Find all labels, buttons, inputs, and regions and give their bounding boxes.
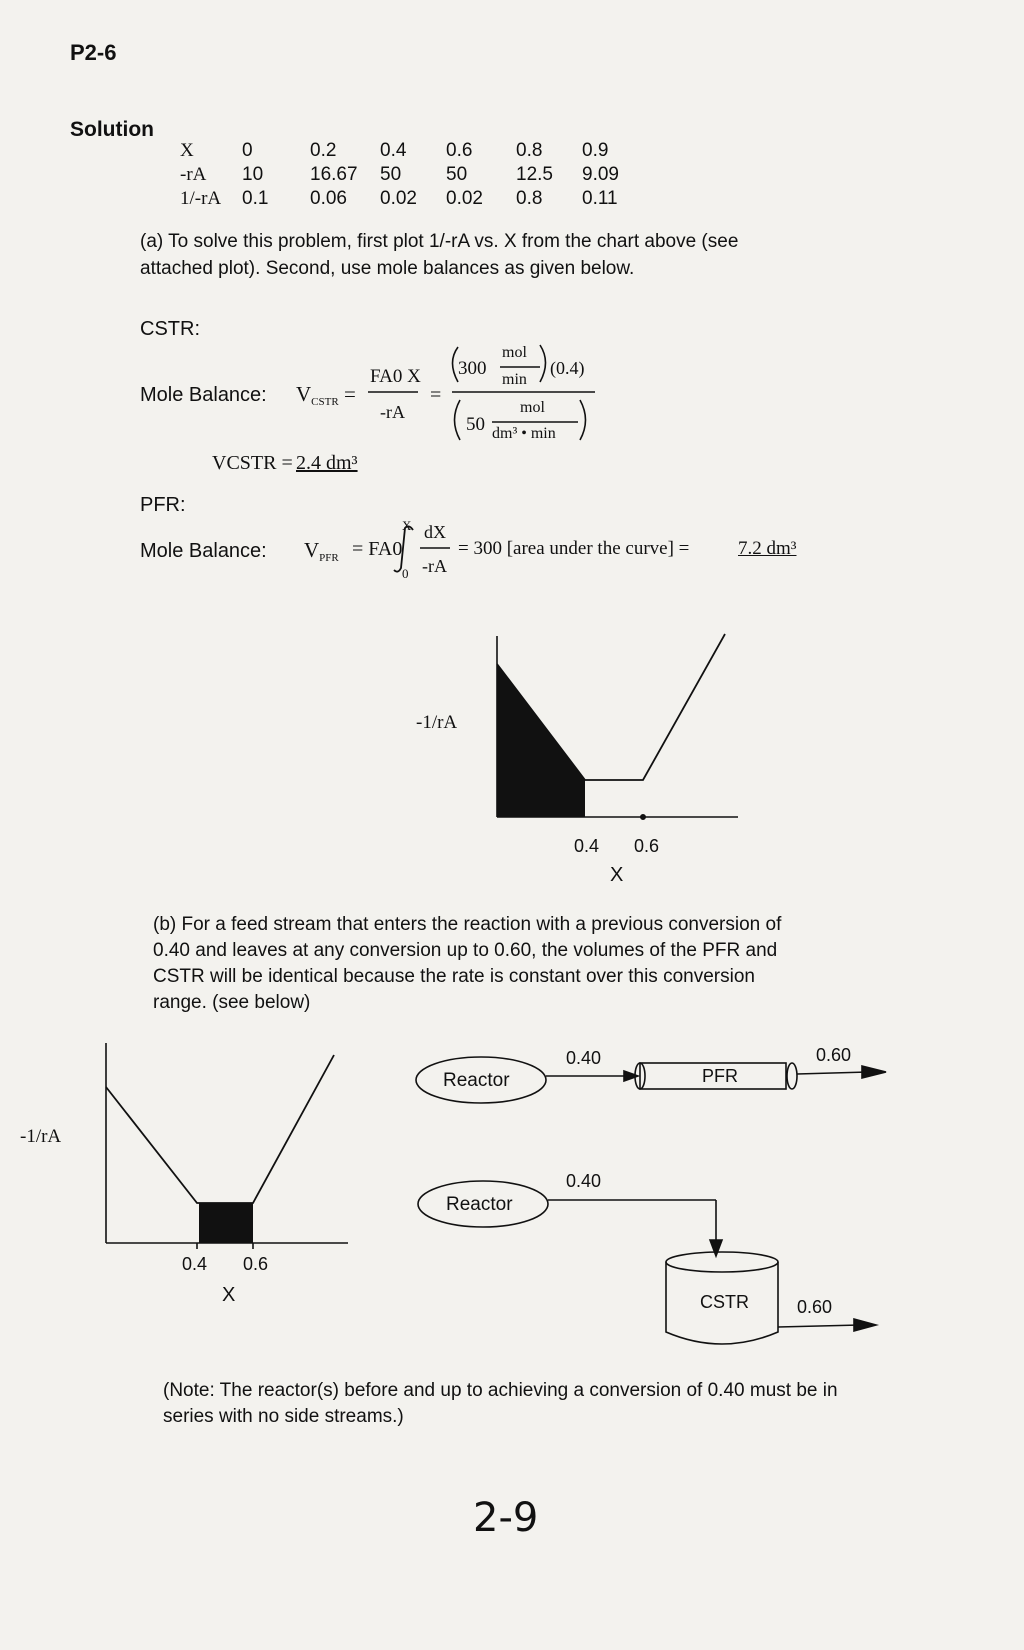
pfr-heading: PFR: xyxy=(140,494,186,516)
cstr-den-value: 50 xyxy=(466,414,485,435)
pfr-integrand-num: dX xyxy=(424,522,446,542)
cstr-paren-den-left xyxy=(455,400,461,440)
pfr-integral-upper: X xyxy=(402,518,412,533)
part-a-intro: (a) To solve this problem, first plot 1/-rA vs. X from the chart above (see attached plot). Second, use mole balances as given below. xyxy=(140,231,739,279)
table-cell: 50 xyxy=(446,164,468,185)
equals-sign: = xyxy=(430,384,442,406)
flow2-exit-line xyxy=(778,1325,860,1327)
flow2-reactor-label: Reactor xyxy=(446,1194,513,1215)
plot1-ylabel: -1/rA xyxy=(416,712,458,733)
flow1-reactor-ellipse xyxy=(416,1057,546,1103)
table-cell: 0.8 xyxy=(516,140,543,161)
cstr-lhs: $V_{CSTR}$ = xyxy=(296,382,356,408)
plot2-tick-06: 0.6 xyxy=(243,1254,269,1274)
flow1-out-conversion: 0.60 xyxy=(816,1045,852,1065)
cstr-result: 2.4 dm³ xyxy=(296,452,358,474)
cstr-paren-num-right xyxy=(540,345,546,382)
table-cell: 0.02 xyxy=(380,188,417,209)
table-row-label: -rA xyxy=(180,164,207,185)
table-cell: 0.9 xyxy=(582,140,609,161)
pfr-coefficient: = FA0 xyxy=(352,538,403,560)
problem-id: P2-6 xyxy=(70,40,117,65)
table-cell: 12.5 xyxy=(516,164,553,185)
table-cell: 0.06 xyxy=(310,188,347,209)
flow2-cstr-top xyxy=(666,1252,778,1272)
plot1-shaded-area xyxy=(497,664,585,817)
cstr-num-value: 300 xyxy=(458,358,487,379)
page-number: 2-9 xyxy=(473,1495,539,1541)
table-cell: 0 xyxy=(242,140,253,161)
pfr-rhs: = 300 [area under the curve] = xyxy=(458,538,690,559)
table-cell: 0.4 xyxy=(380,140,407,161)
table-cell: 0.6 xyxy=(446,140,473,161)
plot2-xlabel: X xyxy=(222,1284,236,1306)
cstr-den-unit-bottom: dm³ • min xyxy=(492,425,556,442)
plot1-point-06 xyxy=(641,815,645,819)
flow1-pfr-body xyxy=(640,1063,786,1089)
flow1-pfr-right-cap xyxy=(787,1063,797,1089)
flow1-exit-line xyxy=(797,1072,868,1074)
plot1-tick-04: 0.4 xyxy=(574,836,600,856)
table-cell: 50 xyxy=(380,164,402,185)
table-cell: 0.02 xyxy=(446,188,483,209)
flow2-cstr-vessel xyxy=(666,1262,778,1344)
plot2-tick-04: 0.4 xyxy=(182,1254,208,1274)
table-cell: 16.67 xyxy=(310,164,358,185)
flow2-cstr-label: CSTR xyxy=(700,1292,749,1312)
cstr-heading: CSTR: xyxy=(140,318,200,340)
pfr-result: 7.2 dm³ xyxy=(738,538,797,559)
flow2-feed-arrowhead xyxy=(710,1240,722,1256)
table-cell: 9.09 xyxy=(582,164,619,185)
cstr-mole-balance-label: Mole Balance: xyxy=(140,384,267,406)
flow2-reactor-ellipse xyxy=(418,1181,548,1227)
flow2-exit-arrowhead xyxy=(854,1319,876,1331)
cstr-result-label: VCSTR = xyxy=(212,452,293,474)
plot2-curve xyxy=(106,1055,334,1203)
flow1-in-conversion: 0.40 xyxy=(566,1048,602,1068)
flow1-pfr-label: PFR xyxy=(702,1066,738,1086)
integral-sign xyxy=(394,526,413,571)
table-row-label: X xyxy=(180,140,194,161)
plot1-xlabel: X xyxy=(610,864,624,886)
pfr-lhs: $V_{PFR}$ xyxy=(304,538,339,564)
part-b-text: (b) For a feed stream that enters the reaction with a previous conversion of 0.40 and leaves at any conversion up to 0.60, the volumes of the PFR and CSTR will be identical because the rate is constant over this conversion range. (see below) xyxy=(153,914,782,1013)
pfr-mole-balance-label: Mole Balance: xyxy=(140,540,267,562)
cstr-num-conversion: (0.4) xyxy=(550,358,585,378)
cstr-paren-num-left xyxy=(453,347,459,382)
cstr-frac-den: -rA xyxy=(380,402,405,422)
table-cell: 0.1 xyxy=(242,188,269,209)
flow1-exit-arrowhead xyxy=(862,1066,886,1078)
cstr-num-unit-bottom: min xyxy=(502,371,527,388)
note-text: (Note: The reactor(s) before and up to achieving a conversion of 0.40 must be in series with no side streams.) xyxy=(163,1380,838,1427)
flow2-out-conversion: 0.60 xyxy=(797,1297,833,1317)
flow1-reactor-label: Reactor xyxy=(443,1070,510,1091)
plot2-shaded-area xyxy=(199,1203,253,1243)
table-cell: 0.2 xyxy=(310,140,337,161)
table-cell: 0.8 xyxy=(516,188,543,209)
plot2-ylabel: -1/rA xyxy=(20,1126,62,1147)
pfr-integrand-den: -rA xyxy=(422,556,447,576)
cstr-num-unit-top: mol xyxy=(502,344,527,361)
table-row-label: 1/-rA xyxy=(180,188,222,209)
solution-heading: Solution xyxy=(70,118,154,141)
cstr-frac-num: FA0 X xyxy=(370,366,421,387)
table-cell: 10 xyxy=(242,164,264,185)
table-cell: 0.11 xyxy=(582,188,618,209)
pfr-integral-lower: 0 xyxy=(402,566,409,581)
plot1-tick-06: 0.6 xyxy=(634,836,660,856)
cstr-den-unit-top: mol xyxy=(520,399,545,416)
cstr-paren-den-right xyxy=(580,400,586,440)
flow2-in-conversion: 0.40 xyxy=(566,1171,602,1191)
